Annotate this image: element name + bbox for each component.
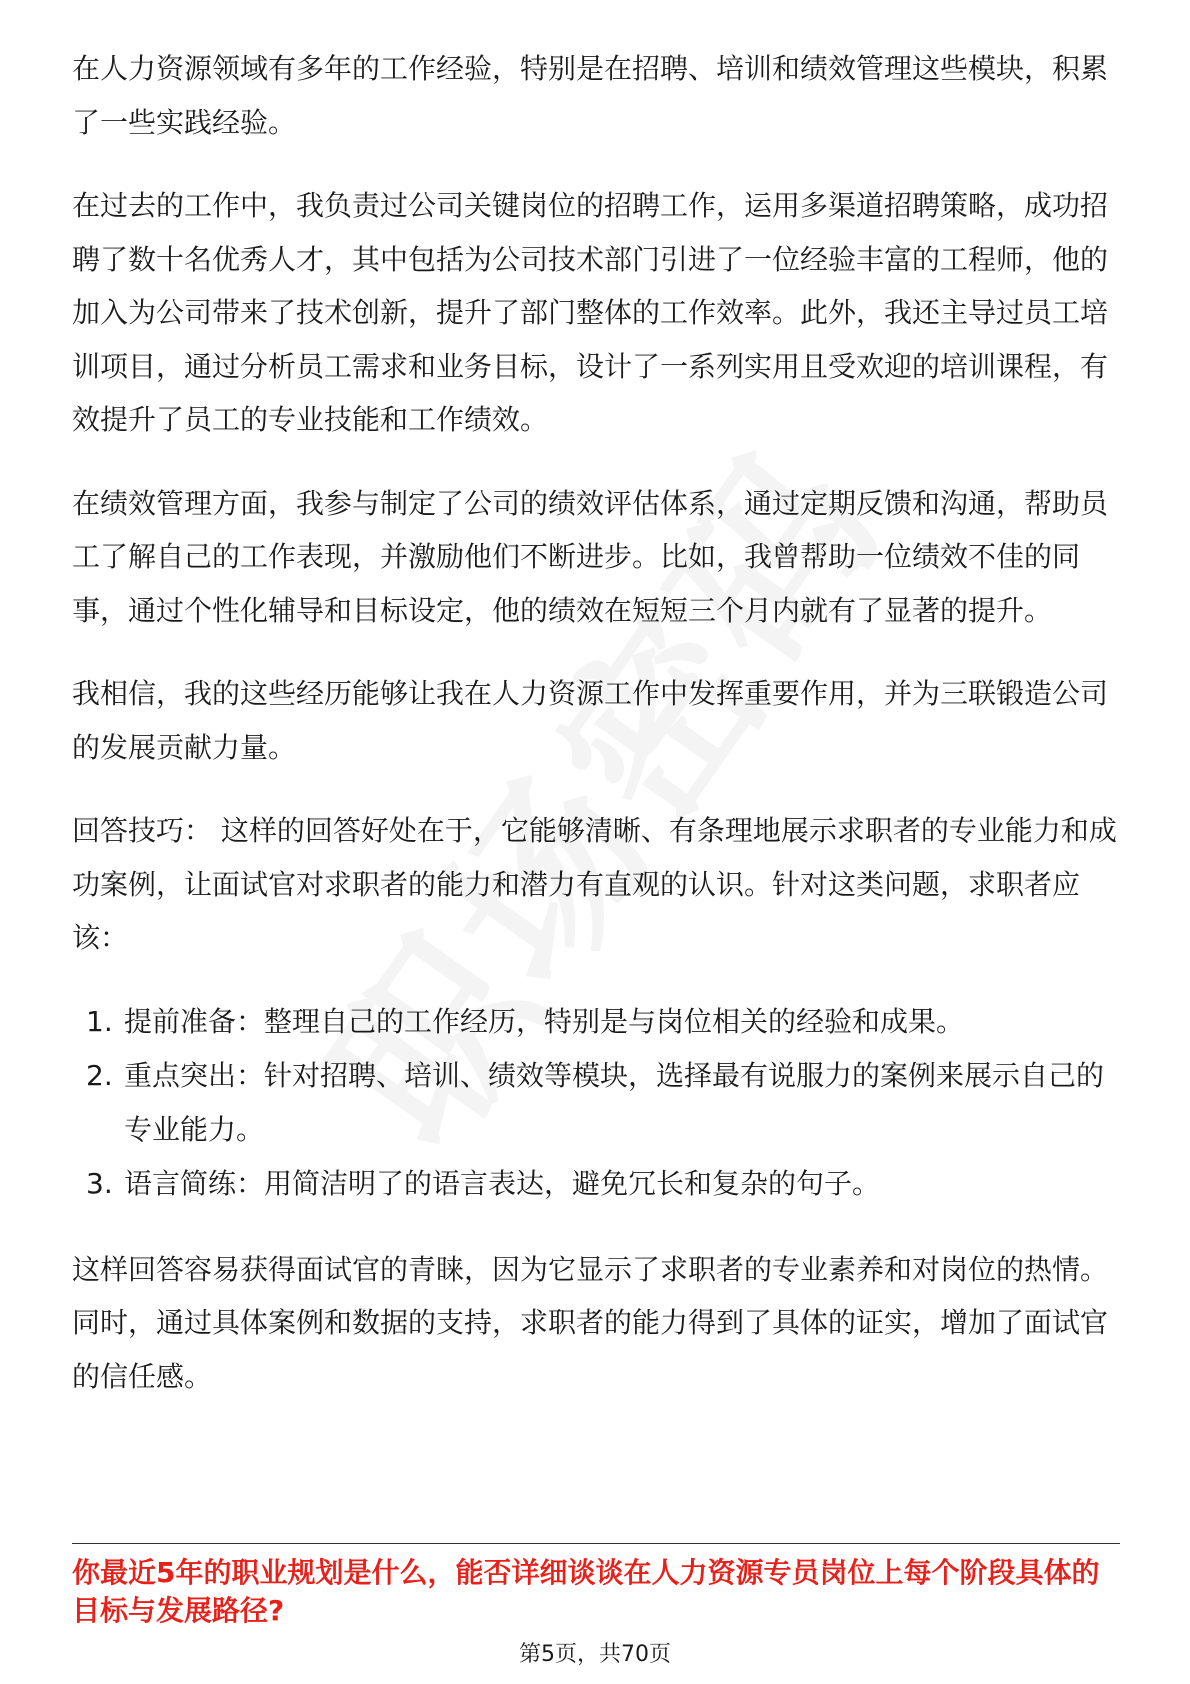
list-item-text: 重点突出：针对招聘、培训、绩效等模块，选择最有说服力的案例来展示自己的专业能力。 — [124, 1058, 1105, 1146]
page-number-footer: 第5页，共70页 — [519, 1642, 671, 1667]
list-item — [72, 1157, 1120, 1211]
paragraph-conclusion: 我相信，我的这些经历能够让我在人力资源工作中发挥重要作用，并为三联锻造公司的发展贡献力量。 — [72, 677, 1109, 764]
list-item-text: 提前准备：整理自己的工作经历，特别是与岗位相关的经验和成果。 — [124, 1004, 965, 1038]
section-divider — [72, 1543, 1120, 1544]
tips-list — [72, 995, 1120, 1211]
list-number: 2. — [86, 1058, 113, 1092]
paragraph-closing: 这样回答容易获得面试官的青睐，因为它显示了求职者的专业素养和对岗位的热情。同时，通过具体案例和数据的支持，求职者的能力得到了具体的证实，增加了面试官的信任感。 — [72, 1252, 1109, 1393]
next-question-heading: 你最近5年的职业规划是什么，能否详细谈谈在人力资源专员岗位上每个阶段具体的目标与发展路径? — [72, 1556, 1100, 1627]
list-number: 3. — [86, 1166, 113, 1200]
list-item-text: 语言简练：用简洁明了的语言表达，避免冗长和复杂的句子。 — [124, 1166, 881, 1200]
paragraph-recruitment-training: 在过去的工作中，我负责过公司关键岗位的招聘工作，运用多渠道招聘策略，成功招聘了数十名优秀人才，其中包括为公司技术部门引进了一位经验丰富的工程师，他的加入为公司带来了技术创新，提升了部门整体的工作效率。此外，我还主导过员工培训项目，通过分析员工需求和业务目标，设计了一系列实用且受欢迎的培训课程，有效提升了员工的专业技能和工作绩效。 — [72, 189, 1109, 436]
paragraph-performance: 在绩效管理方面，我参与制定了公司的绩效评估体系，通过定期反馈和沟通，帮助员工了解自己的工作表现，并激励他们不断进步。比如，我曾帮助一位绩效不佳的同事，通过个性化辅导和目标设定，他的绩效在短短三个月内就有了显著的提升。 — [72, 486, 1109, 627]
paragraph-answer-tips: 回答技巧： 这样的回答好处在于，它能够清晰、有条理地展示求职者的专业能力和成功案例，让面试官对求职者的能力和潜力有直观的认识。针对这类问题，求职者应该： — [72, 814, 1117, 954]
list-item — [72, 995, 1120, 1049]
list-number: 1. — [86, 1004, 113, 1038]
list-item — [72, 1049, 1120, 1157]
document-body — [72, 42, 1120, 1433]
paragraph-experience-intro: 在人力资源领域有多年的工作经验，特别是在招聘、培训和绩效管理这些模块，积累了一些实践经验。 — [72, 52, 1109, 139]
